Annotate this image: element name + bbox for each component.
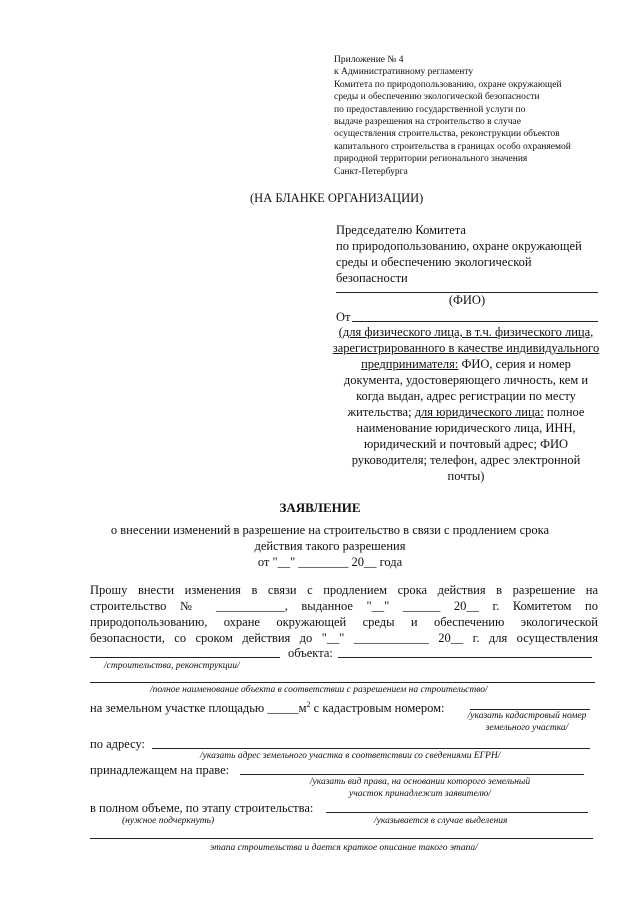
appendix-line: среды и обеспечению экологической безопасности	[334, 92, 540, 103]
hint-cadastral-line: земельного участка/	[485, 723, 569, 733]
appendix-line: природной территории регионального значения	[334, 154, 528, 165]
hint-stage-case: /указывается в случае выделения	[374, 816, 508, 826]
addressee-line: Председателю Комитета	[336, 223, 466, 237]
appendix-line: к Административному регламенту	[334, 67, 474, 78]
legal-entity-details: полное наименование юридического лица, ИНН, юридический и почтовый адрес; ФИО руководителя; телефон, адрес электронной почты)	[351, 405, 585, 483]
stage-description-line[interactable]	[90, 838, 593, 839]
subtitle-date: от "__" ________ 20__ года	[257, 555, 403, 569]
hint-right	[270, 776, 570, 800]
from-label: От	[336, 310, 351, 324]
land-plot-label	[90, 697, 445, 716]
area-unit-sup: 2	[306, 700, 311, 709]
object-label: объекта:	[288, 646, 333, 660]
appendix-line: выдаче разрешения на строительство в случае	[334, 117, 521, 128]
hint-underline: (нужное подчеркнуть)	[122, 816, 215, 826]
hint-cadastral-line: /указать кадастровый номер	[467, 711, 587, 721]
hint-right-line: участок принадлежит заявителю/	[349, 789, 491, 799]
request-line: строительство № ___________, выданное "__" ______ 20__ г. Комитетом по	[90, 599, 598, 613]
subtitle	[80, 522, 580, 570]
address-label: по адресу:	[90, 737, 146, 751]
construction-type-line[interactable]	[90, 657, 280, 658]
scope-label: в полном объеме, по этапу строительства:	[90, 801, 314, 815]
subtitle-line: о внесении изменений в разрешение на строительство в связи с продлением срока	[110, 523, 550, 537]
from-line[interactable]	[352, 321, 598, 322]
legal-entity-note: для юридического лица:	[414, 405, 544, 419]
letterhead-note: (НА БЛАНКЕ ОРГАНИЗАЦИИ)	[250, 191, 424, 205]
applicant-note	[332, 324, 600, 484]
document-title: ЗАЯВЛЕНИЕ	[279, 500, 361, 515]
request-line: безопасности, со сроком действия до "__" ____________ 20__ г. для осуществления	[90, 631, 598, 645]
appendix-line: осуществления строительства, реконструкции объектов	[334, 129, 560, 140]
right-label: принадлежащем на праве:	[90, 763, 230, 777]
hint-construction: /строительства, реконструкции/	[104, 661, 240, 671]
hint-address: /указать адрес земельного участка в соответствии со сведениями ЕГРН/	[200, 751, 501, 761]
hint-cadastral	[452, 710, 602, 734]
hint-stage-desc: этапа строительства и дается краткое описание такого этапа/	[210, 843, 478, 853]
appendix-line: Приложение № 4	[334, 55, 404, 65]
addressee-line: среды и обеспечению экологической	[336, 255, 532, 269]
physical-person-details: ФИО, серия и номер документа, удостоверяющего личность, кем и когда выдан, адрес регистрации по месту жительства;	[343, 357, 589, 419]
request-line: природопользованию, охране окружающей среды и обеспечению экологической	[90, 615, 598, 629]
addressee-line: по природопользованию, охране окружающей	[336, 239, 582, 253]
hint-right-line: /указать вид права, на основании которого земельный	[309, 777, 531, 787]
stage-line[interactable]	[326, 812, 588, 813]
physical-person-note: (для физического лица, в т.ч. физического лица, зарегистрированного в качестве индивидуального предпринимателя:	[332, 325, 600, 371]
address-line[interactable]	[152, 748, 590, 749]
request-paragraph	[90, 582, 598, 646]
request-line: Прошу внести изменения в связи с продлением срока действия в разрешение на	[90, 583, 598, 597]
appendix-line: капитального строительства в границах особо охраняемой	[334, 141, 571, 152]
appendix-line: Санкт-Петербурга	[334, 166, 408, 177]
object-full-name-line[interactable]	[90, 682, 595, 683]
appendix-line: по предоставлению государственной услуги по	[334, 104, 526, 115]
addressee-line: безопасности	[336, 271, 408, 285]
right-line[interactable]	[240, 774, 584, 775]
cadastral-text: с кадастровым номером:	[310, 701, 445, 716]
land-area-field[interactable]	[276, 709, 304, 710]
land-area-text: на земельном участке площадью _____м	[90, 701, 307, 716]
appendix-line: Комитета по природопользованию, охране окружающей	[334, 79, 562, 90]
addressee-block	[336, 222, 626, 286]
appendix-header	[334, 54, 624, 178]
hint-full-name: /полное наименование объекта в соответствии с разрешением на строительство/	[150, 685, 488, 695]
object-name-line[interactable]	[338, 657, 592, 658]
fio-label: (ФИО)	[448, 293, 486, 307]
subtitle-line: действия такого разрешения	[254, 539, 406, 553]
